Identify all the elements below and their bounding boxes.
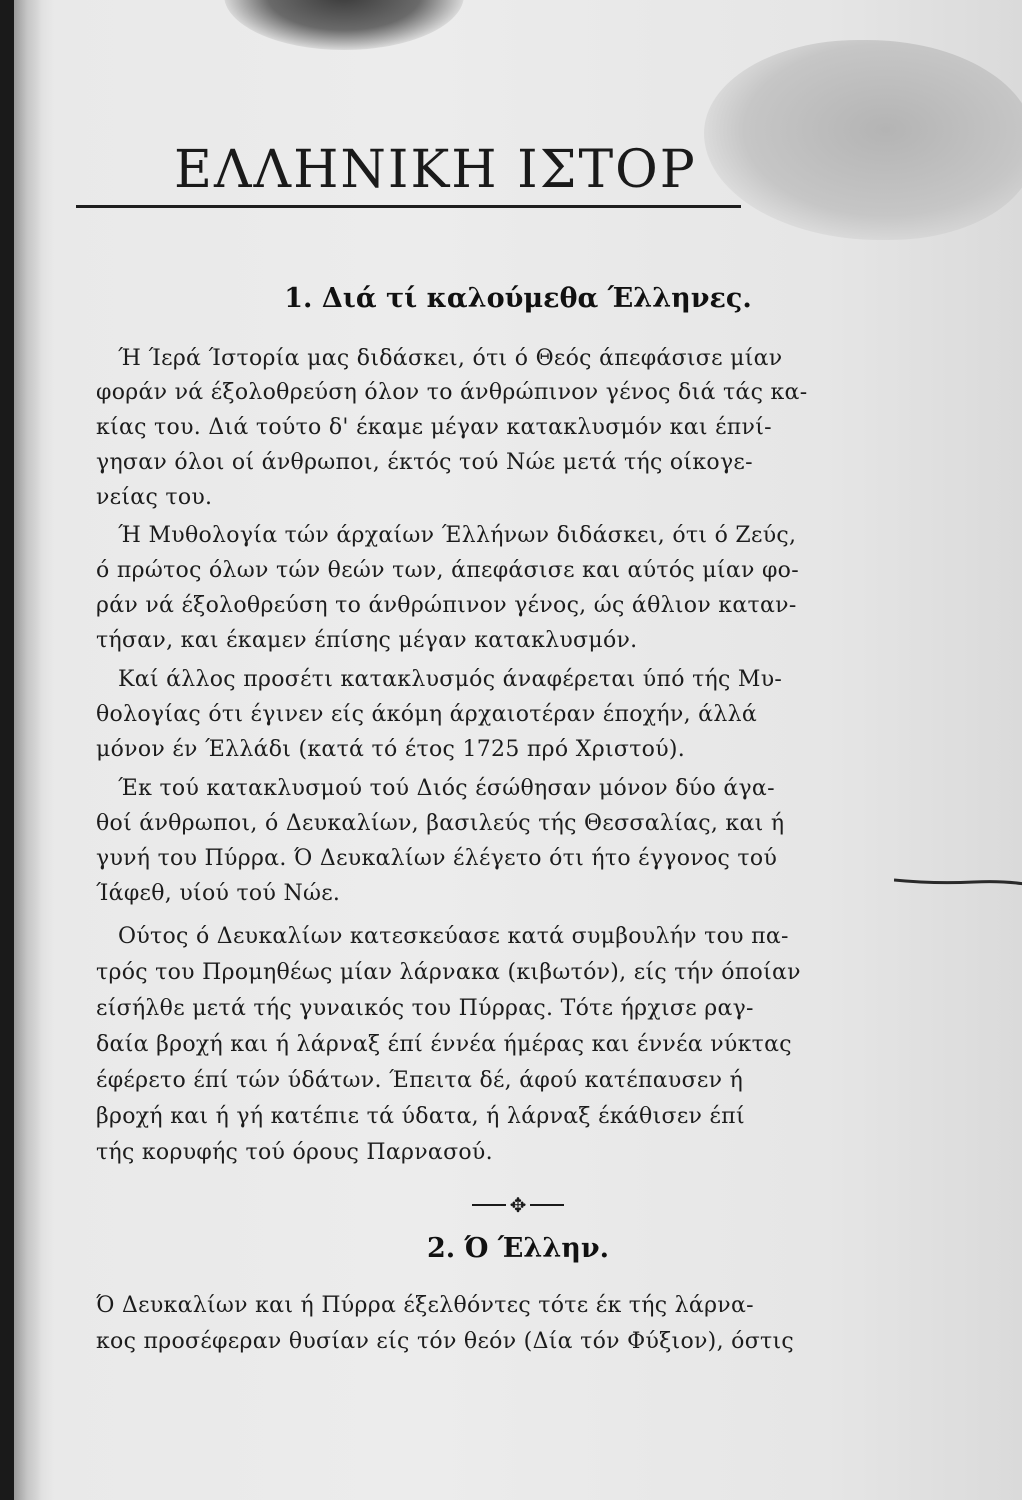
text-line: Ή Μυθολογία τών άρχαίων Έλλήνων διδάσκει, ότι ό Ζεύς, xyxy=(118,523,797,548)
text-line: θολογίας ότι έγινεν είς άκόμη άρχαιοτέραν έποχήν, άλλά xyxy=(96,702,757,727)
water-stain xyxy=(704,40,1022,240)
text-line: τήσαν, και έκαμεν έπίσης μέγαν κατακλυσμόν. xyxy=(96,628,638,653)
text-line: θοί άνθρωποι, ό Δευκαλίων, βασιλεύς τής Θεσσαλίας, και ή xyxy=(96,811,785,836)
text-line: Ή Ίερά Ίστορία μας διδάσκει, ότι ό Θεός άπεφάσισε μίαν xyxy=(118,346,783,371)
book-page xyxy=(14,0,1022,1500)
page-crease xyxy=(894,870,1022,900)
text-line: Ίάφεθ, υίού τού Νώε. xyxy=(96,881,341,906)
text-line: τρός του Προμηθέως μίαν λάρνακα (κιβωτόν), είς τήν όποίαν xyxy=(96,960,801,985)
section-divider xyxy=(14,1192,1022,1217)
text-line: Έκ τού κατακλυσμού τού Διός έσώθησαν μόνον δύο άγα- xyxy=(118,776,775,801)
page-title: ΕΛΛΗΝΙΚΗ ΙΣΤΟΡ xyxy=(174,140,697,200)
text-line: είσήλθε μετά τής γυναικός του Πύρρας. Τότε ήρχισε ραγ- xyxy=(96,996,754,1021)
text-line: γυνή του Πύρρα. Ό Δευκαλίων έλέγετο ότι ήτο έγγονος τού xyxy=(96,846,778,871)
text-line: δαία βροχή και ή λάρναξ έπί έννέα ήμέρας και έννέα νύκτας xyxy=(96,1032,792,1057)
text-line: τής κορυφής τού όρους Παρνασού. xyxy=(96,1140,493,1165)
text-line: κος προσέφεραν θυσίαν είς τόν θεόν (Δία τόν Φύξιον), όστις xyxy=(96,1329,795,1354)
text-line: μόνον έν Έλλάδι (κατά τό έτος 1725 πρό Χριστού). xyxy=(96,737,686,762)
text-line: ράν νά έξολοθρεύση το άνθρώπινον γένος, ώς άθλιον καταν- xyxy=(96,593,797,618)
text-line: Ό Δευκαλίων και ή Πύρρα έξελθόντες τότε έκ τής λάρνα- xyxy=(96,1293,754,1318)
text-line: φοράν νά έξολοθρεύση όλον το άνθρώπινον γένος διά τάς κα- xyxy=(96,380,808,405)
section-1-heading: 1. Διά τί καλούμεθα Έλληνες. xyxy=(284,283,752,314)
text-line: έφέρετο έπί τών ύδάτων. Έπειτα δέ, άφού κατέπαυσεν ή xyxy=(96,1068,744,1093)
ornament-icon: ✥ xyxy=(509,1193,527,1217)
text-line: Καί άλλος προσέτι κατακλυσμός άναφέρεται ύπό τής Μυ- xyxy=(118,667,783,692)
text-line: ό πρώτος όλων τών θεών των, άπεφάσισε και αύτός μίαν φο- xyxy=(96,558,799,583)
text-line: βροχή και ή γή κατέπιε τά ύδατα, ή λάρναξ έκάθισεν έπί xyxy=(96,1104,745,1129)
title-rule xyxy=(76,205,741,208)
section-2-heading: 2. Ό Έλλην. xyxy=(426,1233,610,1264)
text-line: γησαν όλοι οί άνθρωποι, έκτός τού Νώε μετά τής οίκογε- xyxy=(96,450,753,475)
text-line: Ούτος ό Δευκαλίων κατεσκεύασε κατά συμβουλήν του πα- xyxy=(118,924,789,949)
ink-stain xyxy=(224,0,464,50)
binding-shadow xyxy=(14,0,42,1500)
text-line: κίας του. Διά τούτο δ' έκαμε μέγαν κατακλυσμόν και έπνί- xyxy=(96,415,772,440)
text-line: νείας του. xyxy=(96,485,213,510)
